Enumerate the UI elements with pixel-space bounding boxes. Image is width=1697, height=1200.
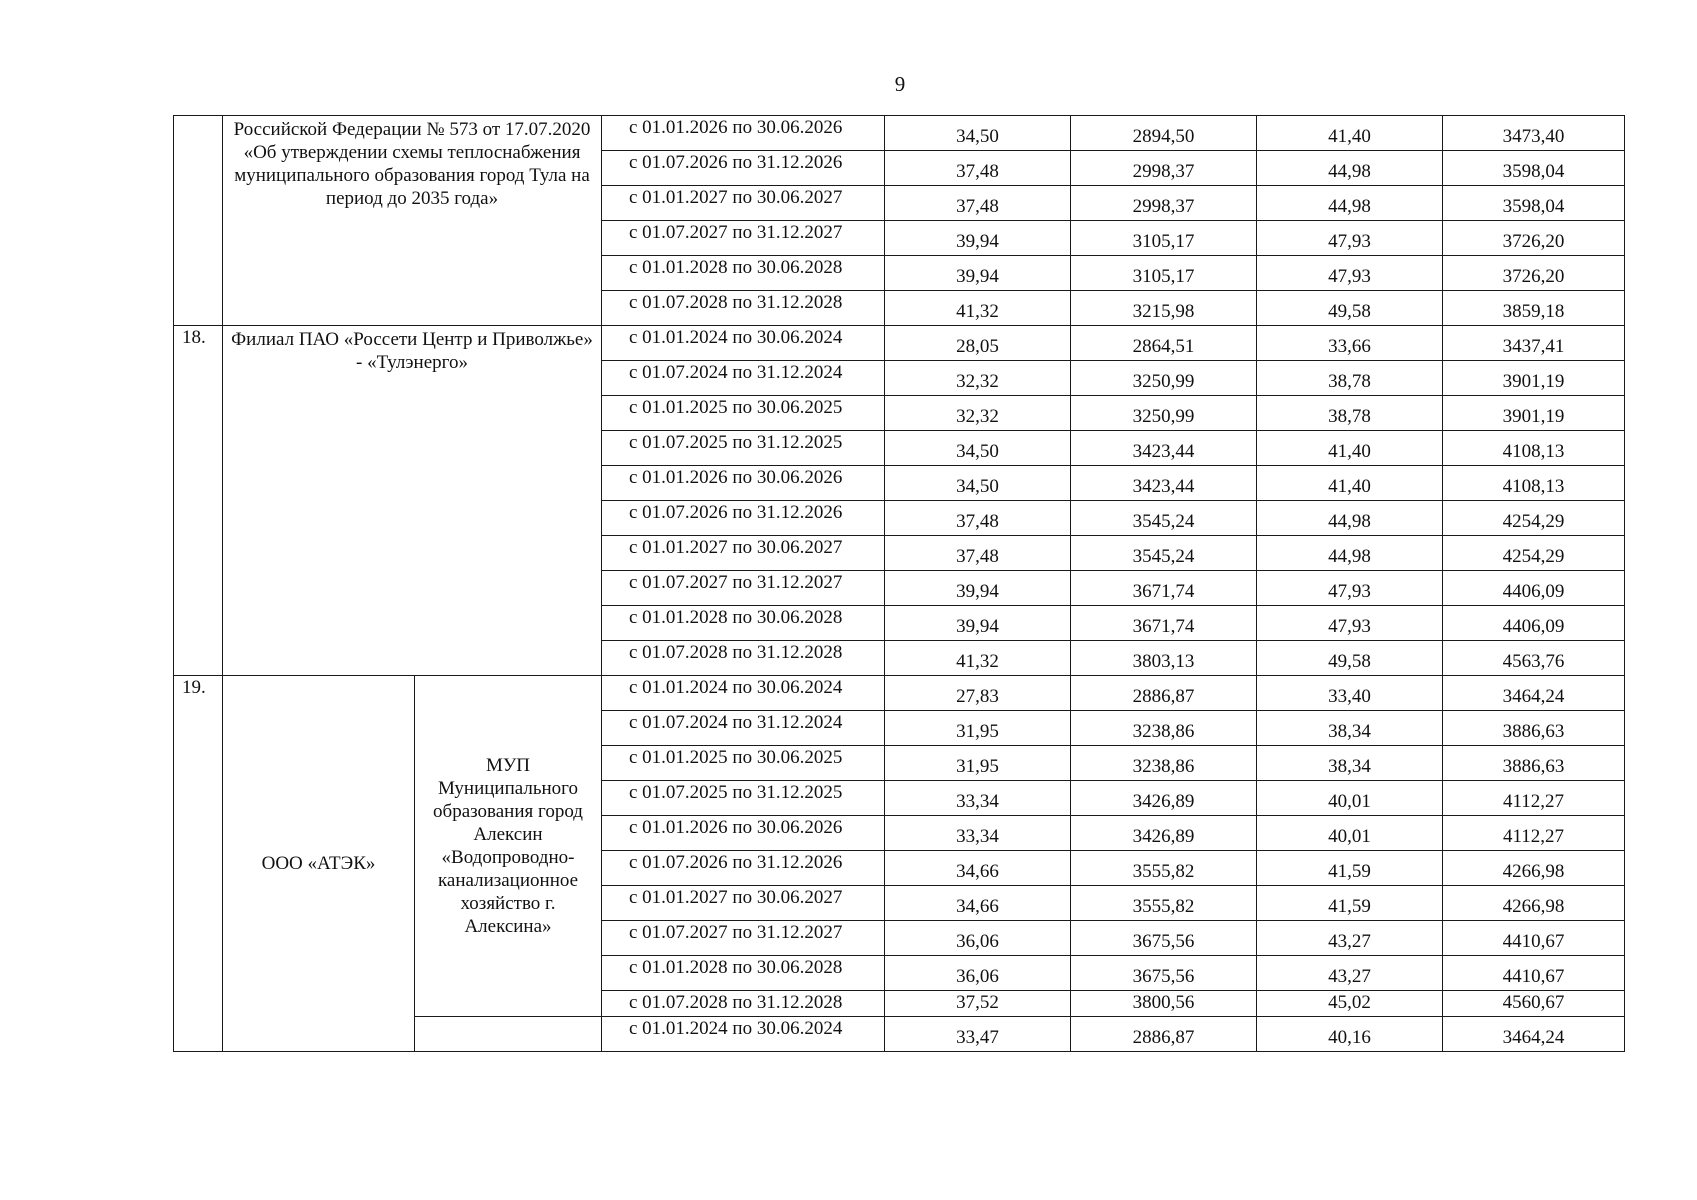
- value-cell-v3: 41,59: [1257, 886, 1443, 921]
- value-cell-v1: 41,32: [885, 291, 1071, 326]
- value-cell-v1: 34,50: [885, 431, 1071, 466]
- value-cell-v4: 4406,09: [1443, 571, 1625, 606]
- value-cell-v3: 38,34: [1257, 746, 1443, 781]
- value-cell-v3: 44,98: [1257, 151, 1443, 186]
- period-cell: с 01.07.2026 по 31.12.2026: [602, 151, 885, 186]
- value-cell-v3: 47,93: [1257, 256, 1443, 291]
- value-cell-v2: 3671,74: [1071, 606, 1257, 641]
- period-cell: с 01.07.2026 по 31.12.2026: [602, 851, 885, 886]
- value-cell-v2: 3215,98: [1071, 291, 1257, 326]
- value-cell-v4: 3726,20: [1443, 256, 1625, 291]
- value-cell-v1: 32,32: [885, 396, 1071, 431]
- value-cell-v3: 44,98: [1257, 501, 1443, 536]
- value-cell-v1: 37,48: [885, 501, 1071, 536]
- supplier-name: МУП Муниципального образования город Алексин «Водопроводно-канализационное хозяйство г. Алексина»: [433, 755, 583, 937]
- table-row: [174, 326, 1625, 361]
- value-cell-v4: 3473,40: [1443, 116, 1625, 151]
- value-cell-v3: 38,34: [1257, 711, 1443, 746]
- period-cell: с 01.07.2028 по 31.12.2028: [602, 991, 885, 1017]
- period-cell: с 01.07.2024 по 31.12.2024: [602, 711, 885, 746]
- value-cell-v4: 3901,19: [1443, 361, 1625, 396]
- value-cell-v1: 37,48: [885, 151, 1071, 186]
- period-cell: с 01.01.2024 по 30.06.2024: [602, 326, 885, 361]
- value-cell-v2: 2864,51: [1071, 326, 1257, 361]
- organization-name: Российской Федерации № 573 от 17.07.2020 «Об утверждении схемы теплоснабжения муниципального образования город Тула на период до 2035 года»: [233, 119, 591, 209]
- value-cell-v3: 41,40: [1257, 116, 1443, 151]
- value-cell-v2: 3555,82: [1071, 851, 1257, 886]
- period-cell: с 01.07.2028 по 31.12.2028: [602, 641, 885, 676]
- value-cell-v1: 34,50: [885, 466, 1071, 501]
- value-cell-v3: 43,27: [1257, 921, 1443, 956]
- value-cell-v1: 36,06: [885, 921, 1071, 956]
- organization-name: Филиал ПАО «Россети Центр и Приволжье» - «Тулэнерго»: [231, 329, 593, 373]
- value-cell-v1: 37,48: [885, 186, 1071, 221]
- value-cell-v3: 44,98: [1257, 536, 1443, 571]
- period-cell: с 01.01.2024 по 30.06.2024: [602, 1017, 885, 1052]
- value-cell-v2: 3800,56: [1071, 991, 1257, 1017]
- period-cell: с 01.01.2027 по 30.06.2027: [602, 886, 885, 921]
- value-cell-v1: 32,32: [885, 361, 1071, 396]
- supplier-cell: [415, 676, 602, 1017]
- value-cell-v1: 28,05: [885, 326, 1071, 361]
- value-cell-v2: 3105,17: [1071, 256, 1257, 291]
- value-cell-v1: 39,94: [885, 606, 1071, 641]
- period-cell: с 01.07.2027 по 31.12.2027: [602, 921, 885, 956]
- value-cell-v2: 2894,50: [1071, 116, 1257, 151]
- page-number: 9: [894, 72, 906, 96]
- value-cell-v4: 3726,20: [1443, 221, 1625, 256]
- value-cell-v3: 41,40: [1257, 431, 1443, 466]
- value-cell-v4: 4254,29: [1443, 501, 1625, 536]
- period-cell: с 01.01.2025 по 30.06.2025: [602, 396, 885, 431]
- value-cell-v2: 2998,37: [1071, 151, 1257, 186]
- value-cell-v4: 4560,67: [1443, 991, 1625, 1017]
- value-cell-v3: 47,93: [1257, 571, 1443, 606]
- value-cell-v1: 31,95: [885, 711, 1071, 746]
- value-cell-v2: 3426,89: [1071, 816, 1257, 851]
- value-cell-v4: 3886,63: [1443, 711, 1625, 746]
- tariff-table: [173, 115, 1625, 1052]
- value-cell-v3: 47,93: [1257, 606, 1443, 641]
- value-cell-v2: 3545,24: [1071, 501, 1257, 536]
- value-cell-v2: 3238,86: [1071, 746, 1257, 781]
- value-cell-v3: 41,59: [1257, 851, 1443, 886]
- value-cell-v2: 3105,17: [1071, 221, 1257, 256]
- period-cell: с 01.01.2027 по 30.06.2027: [602, 536, 885, 571]
- value-cell-v2: 3545,24: [1071, 536, 1257, 571]
- value-cell-v4: 3886,63: [1443, 746, 1625, 781]
- period-cell: с 01.01.2026 по 30.06.2026: [602, 816, 885, 851]
- value-cell-v3: 49,58: [1257, 291, 1443, 326]
- organization-cell: [223, 326, 602, 676]
- period-cell: с 01.01.2028 по 30.06.2028: [602, 956, 885, 991]
- value-cell-v4: 3464,24: [1443, 1017, 1625, 1052]
- value-cell-v4: 4406,09: [1443, 606, 1625, 641]
- value-cell-v3: 38,78: [1257, 361, 1443, 396]
- value-cell-v3: 45,02: [1257, 991, 1443, 1017]
- value-cell-v3: 40,16: [1257, 1017, 1443, 1052]
- period-cell: с 01.07.2027 по 31.12.2027: [602, 571, 885, 606]
- value-cell-v3: 33,66: [1257, 326, 1443, 361]
- period-cell: с 01.01.2026 по 30.06.2026: [602, 116, 885, 151]
- value-cell-v1: 34,50: [885, 116, 1071, 151]
- tariff-table-body: [174, 116, 1625, 1052]
- value-cell-v1: 27,83: [885, 676, 1071, 711]
- value-cell-v4: 4112,27: [1443, 781, 1625, 816]
- value-cell-v2: 3250,99: [1071, 361, 1257, 396]
- period-cell: с 01.01.2027 по 30.06.2027: [602, 186, 885, 221]
- value-cell-v1: 33,34: [885, 816, 1071, 851]
- period-cell: с 01.07.2028 по 31.12.2028: [602, 291, 885, 326]
- value-cell-v2: 2886,87: [1071, 1017, 1257, 1052]
- period-cell: с 01.07.2025 по 31.12.2025: [602, 781, 885, 816]
- empty-supplier-cell: [415, 1017, 602, 1052]
- value-cell-v2: 2998,37: [1071, 186, 1257, 221]
- period-cell: с 01.07.2025 по 31.12.2025: [602, 431, 885, 466]
- value-cell-v2: 3671,74: [1071, 571, 1257, 606]
- value-cell-v3: 49,58: [1257, 641, 1443, 676]
- value-cell-v4: 4410,67: [1443, 921, 1625, 956]
- value-cell-v2: 3555,82: [1071, 886, 1257, 921]
- value-cell-v1: 39,94: [885, 256, 1071, 291]
- value-cell-v2: 3803,13: [1071, 641, 1257, 676]
- value-cell-v4: 4112,27: [1443, 816, 1625, 851]
- value-cell-v3: 41,40: [1257, 466, 1443, 501]
- value-cell-v2: 3423,44: [1071, 431, 1257, 466]
- row-number: [174, 116, 223, 326]
- value-cell-v4: 4410,67: [1443, 956, 1625, 991]
- value-cell-v1: 37,52: [885, 991, 1071, 1017]
- value-cell-v2: 3675,56: [1071, 956, 1257, 991]
- period-cell: с 01.07.2027 по 31.12.2027: [602, 221, 885, 256]
- value-cell-v4: 3859,18: [1443, 291, 1625, 326]
- organization-cell: [223, 676, 415, 1052]
- period-cell: с 01.07.2024 по 31.12.2024: [602, 361, 885, 396]
- value-cell-v4: 4108,13: [1443, 466, 1625, 501]
- value-cell-v4: 4563,76: [1443, 641, 1625, 676]
- value-cell-v3: 33,40: [1257, 676, 1443, 711]
- value-cell-v4: 4108,13: [1443, 431, 1625, 466]
- period-cell: с 01.01.2024 по 30.06.2024: [602, 676, 885, 711]
- value-cell-v1: 39,94: [885, 571, 1071, 606]
- value-cell-v1: 33,34: [885, 781, 1071, 816]
- value-cell-v3: 40,01: [1257, 781, 1443, 816]
- value-cell-v1: 34,66: [885, 851, 1071, 886]
- table-row: [174, 676, 1625, 711]
- value-cell-v1: 34,66: [885, 886, 1071, 921]
- value-cell-v4: 4266,98: [1443, 851, 1625, 886]
- value-cell-v3: 43,27: [1257, 956, 1443, 991]
- value-cell-v2: 3250,99: [1071, 396, 1257, 431]
- value-cell-v1: 37,48: [885, 536, 1071, 571]
- value-cell-v3: 38,78: [1257, 396, 1443, 431]
- value-cell-v4: 3437,41: [1443, 326, 1625, 361]
- value-cell-v1: 31,95: [885, 746, 1071, 781]
- period-cell: с 01.01.2028 по 30.06.2028: [602, 256, 885, 291]
- value-cell-v2: 3238,86: [1071, 711, 1257, 746]
- value-cell-v3: 47,93: [1257, 221, 1443, 256]
- value-cell-v3: 44,98: [1257, 186, 1443, 221]
- period-cell: с 01.01.2026 по 30.06.2026: [602, 466, 885, 501]
- value-cell-v4: 4254,29: [1443, 536, 1625, 571]
- period-cell: с 01.01.2028 по 30.06.2028: [602, 606, 885, 641]
- value-cell-v2: 3423,44: [1071, 466, 1257, 501]
- period-cell: с 01.07.2026 по 31.12.2026: [602, 501, 885, 536]
- value-cell-v2: 2886,87: [1071, 676, 1257, 711]
- organization-cell: [223, 116, 602, 326]
- value-cell-v4: 3598,04: [1443, 186, 1625, 221]
- period-cell: с 01.01.2025 по 30.06.2025: [602, 746, 885, 781]
- value-cell-v1: 33,47: [885, 1017, 1071, 1052]
- organization-name: ООО «АТЭК»: [261, 853, 376, 874]
- value-cell-v2: 3675,56: [1071, 921, 1257, 956]
- table-row: [174, 116, 1625, 151]
- value-cell-v1: 36,06: [885, 956, 1071, 991]
- value-cell-v3: 40,01: [1257, 816, 1443, 851]
- row-number: 19.: [174, 676, 223, 1052]
- value-cell-v1: 39,94: [885, 221, 1071, 256]
- value-cell-v2: 3426,89: [1071, 781, 1257, 816]
- row-number: 18.: [174, 326, 223, 676]
- value-cell-v1: 41,32: [885, 641, 1071, 676]
- value-cell-v4: 4266,98: [1443, 886, 1625, 921]
- value-cell-v4: 3598,04: [1443, 151, 1625, 186]
- value-cell-v4: 3464,24: [1443, 676, 1625, 711]
- value-cell-v4: 3901,19: [1443, 396, 1625, 431]
